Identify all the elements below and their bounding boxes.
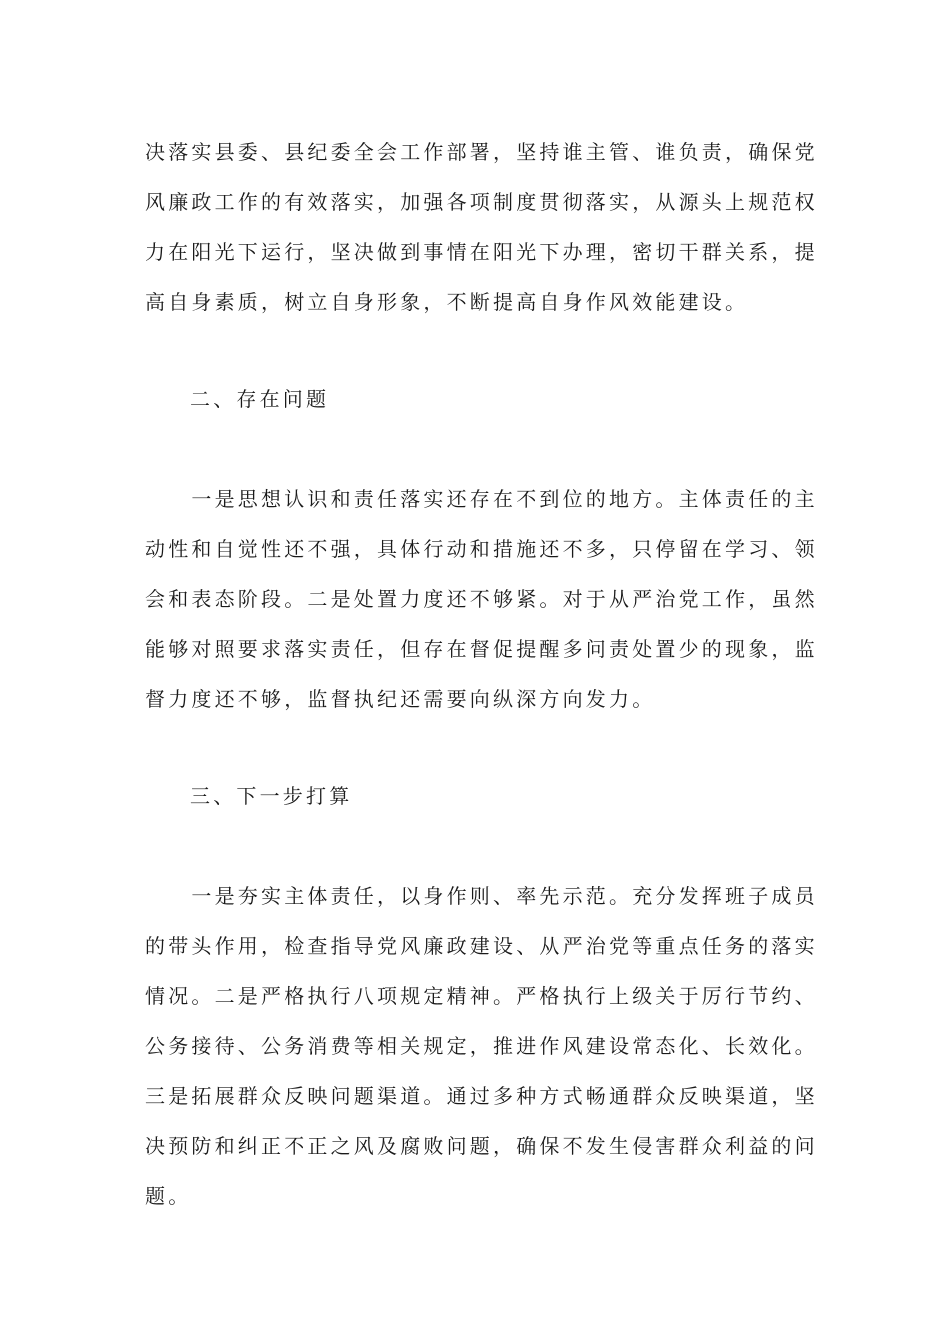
section-heading-problems: 二、存在问题 (190, 387, 330, 411)
problems-line: 督力度还不够，监督执纪还需要向纵深方向发力。 (145, 687, 656, 711)
problems-line: 能够对照要求落实责任，但存在督促提醒多问责处置少的现象，监 (145, 637, 818, 661)
next-steps-line: 的带头作用，检查指导党风廉政建设、从严治党等重点任务的落实 (145, 934, 818, 958)
intro-line: 风廉政工作的有效落实，加强各项制度贯彻落实，从源头上规范权 (145, 190, 818, 214)
problems-line: 一是思想认识和责任落实还存在不到位的地方。主体责任的主 (145, 487, 818, 511)
section-heading-next-steps: 三、下一步打算 (190, 784, 353, 808)
problems-line: 动性和自觉性还不强，具体行动和措施还不多，只停留在学习、领 (145, 537, 818, 561)
next-steps-line: 一是夯实主体责任，以身作则、率先示范。充分发挥班子成员 (145, 884, 818, 908)
intro-line: 力在阳光下运行，坚决做到事情在阳光下办理，密切干群关系，提 (145, 240, 818, 264)
next-steps-line: 三是拓展群众反映问题渠道。通过多种方式畅通群众反映渠道，坚 (145, 1084, 818, 1108)
next-steps-line: 题。 (145, 1184, 192, 1208)
problems-line: 会和表态阶段。二是处置力度还不够紧。对于从严治党工作，虽然 (145, 587, 818, 611)
next-steps-line: 情况。二是严格执行八项规定精神。严格执行上级关于厉行节约、 (145, 984, 818, 1008)
intro-line: 高自身素质，树立自身形象，不断提高自身作风效能建设。 (145, 290, 749, 314)
next-steps-line: 公务接待、公务消费等相关规定，推进作风建设常态化、长效化。 (145, 1034, 818, 1058)
problems-paragraph (145, 474, 818, 724)
intro-paragraph (145, 127, 818, 327)
next-steps-line: 决预防和纠正不正之风及腐败问题，确保不发生侵害群众利益的问 (145, 1134, 818, 1158)
next-steps-paragraph (145, 871, 818, 1221)
intro-line: 决落实县委、县纪委全会工作部署，坚持谁主管、谁负责，确保党 (145, 140, 818, 164)
